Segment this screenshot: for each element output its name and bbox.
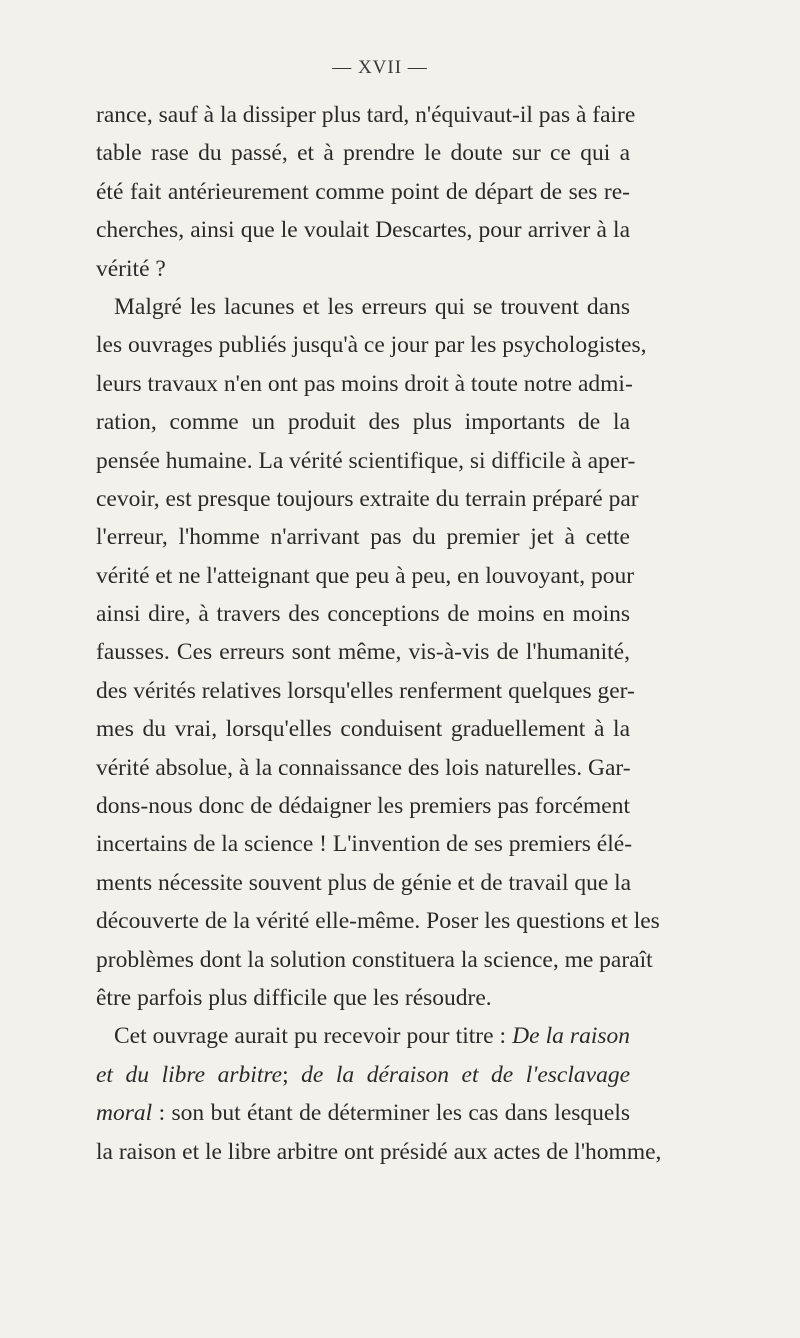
text-segment: ainsi dire, à travers des conceptions de moins en moins [96, 601, 630, 628]
text-line [96, 902, 660, 940]
text-segment: leurs travaux n'en ont pas moins droit à toute notre admi- [96, 370, 633, 397]
text-line [96, 326, 647, 364]
text-line [96, 787, 630, 825]
text-segment: : son but étant de déterminer les cas dans lesquels [152, 1100, 630, 1127]
text-line [96, 941, 653, 979]
text-line [96, 173, 630, 211]
text-line [96, 288, 630, 326]
text-segment: la raison et le libre arbitre ont présidé aux actes de l'homme, [96, 1138, 662, 1165]
text-segment: été fait antérieurement comme point de départ de ses re- [96, 178, 630, 205]
text-segment: ments nécessite souvent plus de génie et de travail que la [96, 869, 632, 896]
text-line [96, 595, 630, 633]
page-number-header: — XVII — [332, 57, 428, 78]
text-segment: problèmes dont la solution constituera la science, me paraît [96, 946, 653, 973]
text-segment: vérité et ne l'atteignant que peu à peu, en louvoyant, pour [96, 562, 635, 589]
text-segment: découverte de la vérité elle-même. Poser les questions et les [96, 908, 660, 935]
text-segment: ration, comme un produit des plus importants de la [96, 409, 630, 436]
text-line [96, 749, 630, 787]
text-segment: vérité absolue, à la connaissance des lois naturelles. Gar- [96, 754, 631, 781]
text-segment: cherches, ainsi que le voulait Descartes, pour arriver à la [96, 217, 630, 244]
text-segment: cevoir, est presque toujours extraite du terrain préparé par [96, 485, 639, 512]
text-line [96, 979, 630, 1017]
text-segment: ; [282, 1061, 302, 1088]
text-segment: pensée humaine. La vérité scientifique, si difficile à aper- [96, 447, 636, 474]
text-line [96, 672, 635, 710]
italic-text: moral [96, 1100, 153, 1127]
text-segment: vérité ? [96, 255, 166, 282]
text-segment: des vérités relatives lorsqu'elles renferment quelques ger- [96, 677, 635, 704]
text-segment: incertains de la science ! L'invention de ses premiers élé- [96, 831, 633, 858]
italic-text: de la déraison et de l'esclavage [301, 1061, 630, 1088]
text-line [96, 480, 639, 518]
text-line [96, 365, 633, 403]
text-line [96, 96, 636, 134]
text-segment: l'erreur, l'homme n'arrivant pas du premier jet à cette [96, 524, 630, 551]
text-line [96, 825, 633, 863]
text-line [96, 250, 630, 288]
text-segment: les ouvrages publiés jusqu'à ce jour par les psychologistes, [96, 332, 647, 359]
italic-text: et du libre arbitre [96, 1061, 283, 1088]
italic-text: De la raison [512, 1023, 630, 1050]
text-segment: Cet ouvrage aurait pu recevoir pour titre : [114, 1023, 513, 1050]
text-line [96, 1133, 662, 1171]
text-line [96, 518, 630, 556]
text-line [96, 211, 630, 249]
text-line [96, 710, 630, 748]
text-line [96, 1094, 630, 1132]
text-line [96, 557, 635, 595]
body-text [96, 96, 662, 1171]
text-line [96, 1056, 630, 1094]
text-segment: Malgré les lacunes et les erreurs qui se trouvent dans [114, 293, 630, 320]
text-segment: être parfois plus difficile que les résoudre. [96, 984, 492, 1011]
text-segment: mes du vrai, lorsqu'elles conduisent graduellement à la [96, 716, 630, 743]
text-line [96, 442, 636, 480]
text-line [96, 864, 630, 902]
text-line [96, 403, 630, 441]
text-segment: dons-nous donc de dédaigner les premiers pas forcément [96, 793, 630, 820]
text-segment: table rase du passé, et à prendre le doute sur ce qui a [96, 140, 630, 167]
text-line [96, 633, 630, 671]
text-segment: rance, sauf à la dissiper plus tard, n'équivaut-il pas à faire [96, 102, 636, 128]
text-segment: fausses. Ces erreurs sont même, vis-à-vis de l'humanité, [96, 639, 630, 666]
text-line [96, 134, 630, 172]
text-line [96, 1017, 630, 1055]
